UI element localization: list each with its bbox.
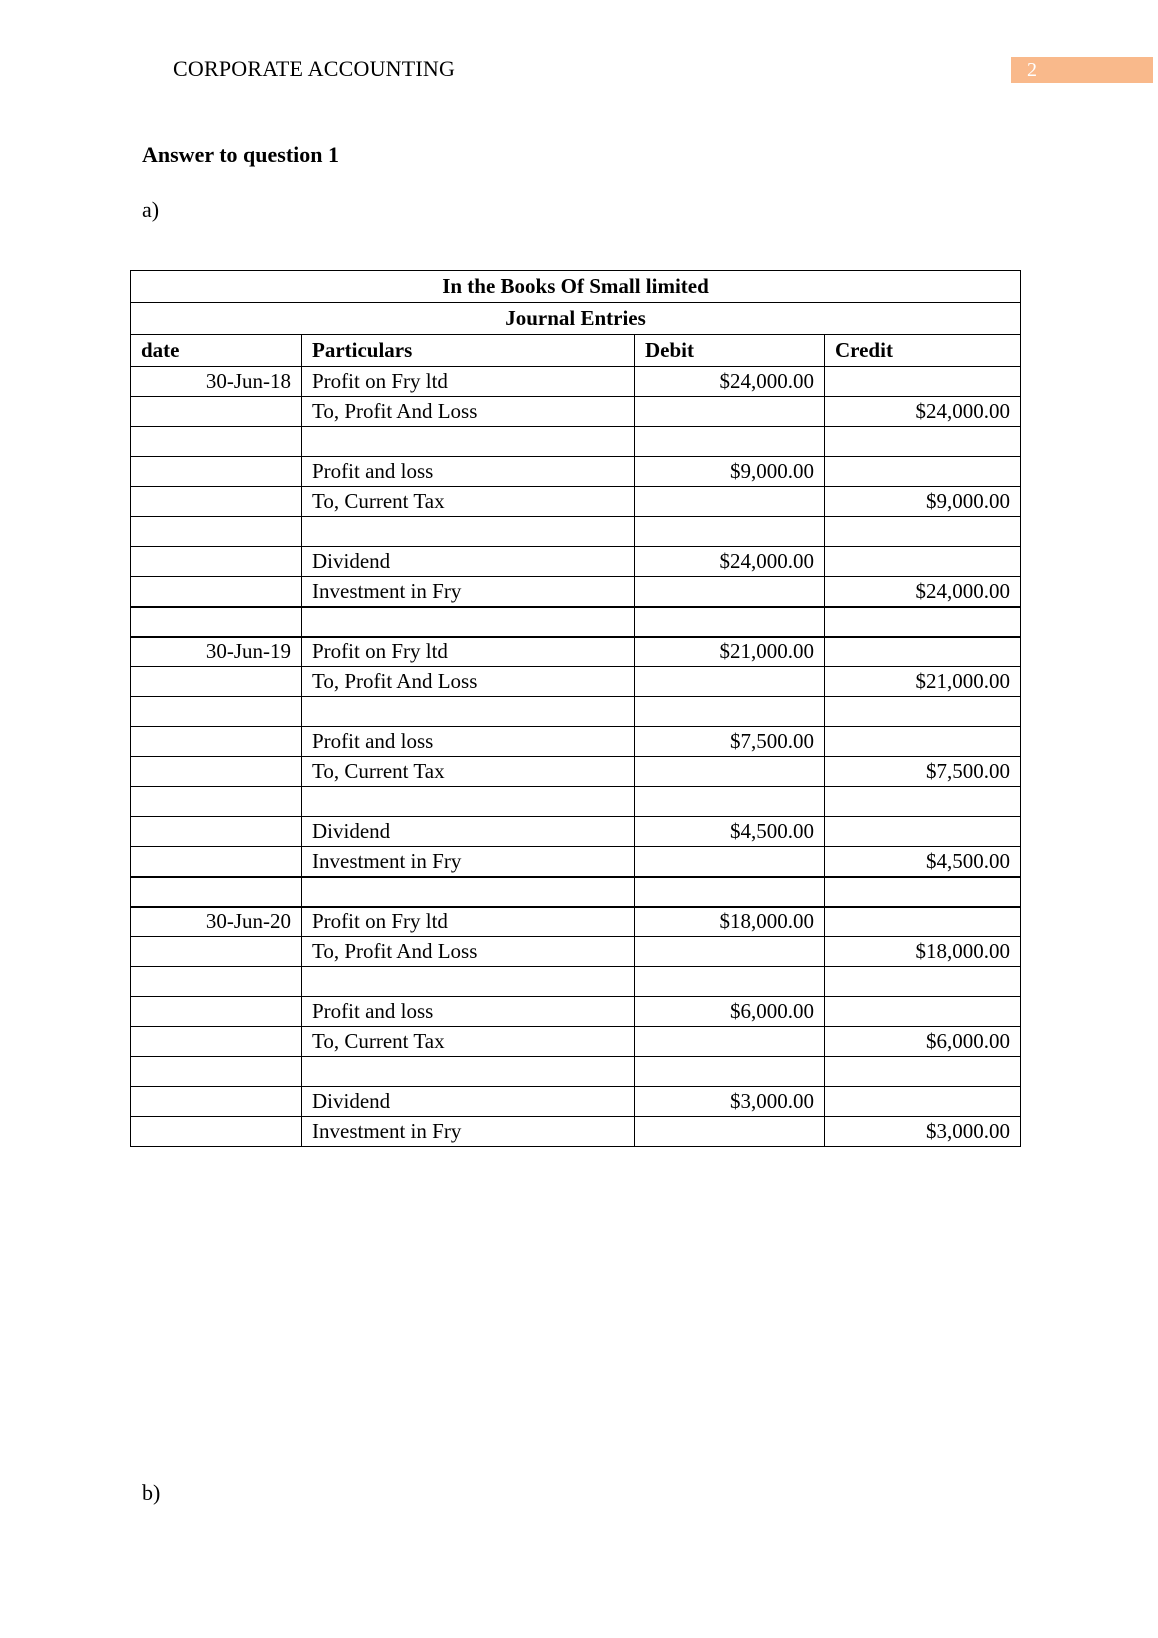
particulars-cell xyxy=(302,607,635,637)
date-cell xyxy=(131,517,302,547)
debit-cell xyxy=(635,1117,825,1147)
debit-cell xyxy=(635,427,825,457)
credit-cell xyxy=(825,1057,1021,1087)
column-header-particulars: Particulars xyxy=(302,335,635,367)
particulars-cell: Investment in Fry xyxy=(302,577,635,607)
date-cell xyxy=(131,457,302,487)
debit-cell xyxy=(635,577,825,607)
table-row xyxy=(131,1087,1021,1117)
table-row xyxy=(131,577,1021,607)
column-header-date: date xyxy=(131,335,302,367)
particulars-cell xyxy=(302,967,635,997)
page-number-badge: 2 xyxy=(1011,57,1153,83)
journal-body xyxy=(131,367,1021,1147)
table-row xyxy=(131,1027,1021,1057)
date-cell xyxy=(131,1087,302,1117)
document-header-title: CORPORATE ACCOUNTING xyxy=(173,56,456,81)
particulars-cell: To, Profit And Loss xyxy=(302,397,635,427)
date-cell xyxy=(131,697,302,727)
debit-cell xyxy=(635,667,825,697)
particulars-cell: To, Current Tax xyxy=(302,487,635,517)
date-cell xyxy=(131,757,302,787)
debit-cell xyxy=(635,877,825,907)
date-cell: 30-Jun-18 xyxy=(131,367,302,397)
table-row xyxy=(131,727,1021,757)
credit-cell xyxy=(825,877,1021,907)
date-cell xyxy=(131,1027,302,1057)
column-header-debit: Debit xyxy=(635,335,825,367)
table-row xyxy=(131,757,1021,787)
particulars-cell xyxy=(302,877,635,907)
table-row xyxy=(131,967,1021,997)
debit-cell: $7,500.00 xyxy=(635,727,825,757)
credit-cell xyxy=(825,607,1021,637)
credit-cell: $24,000.00 xyxy=(825,577,1021,607)
debit-cell xyxy=(635,1057,825,1087)
debit-cell xyxy=(635,697,825,727)
table-row xyxy=(131,667,1021,697)
particulars-cell: Investment in Fry xyxy=(302,847,635,877)
particulars-cell: Dividend xyxy=(302,817,635,847)
table-row xyxy=(131,697,1021,727)
table-row xyxy=(131,607,1021,637)
date-cell xyxy=(131,547,302,577)
debit-cell xyxy=(635,1027,825,1057)
credit-cell xyxy=(825,517,1021,547)
debit-cell: $6,000.00 xyxy=(635,997,825,1027)
table-row xyxy=(131,517,1021,547)
date-cell xyxy=(131,877,302,907)
credit-cell xyxy=(825,967,1021,997)
debit-cell: $21,000.00 xyxy=(635,637,825,667)
date-cell xyxy=(131,607,302,637)
credit-cell xyxy=(825,427,1021,457)
table-row xyxy=(131,937,1021,967)
debit-cell: $4,500.00 xyxy=(635,817,825,847)
debit-cell xyxy=(635,607,825,637)
credit-cell xyxy=(825,367,1021,397)
table-row xyxy=(131,847,1021,877)
date-cell xyxy=(131,397,302,427)
table-title: In the Books Of Small limited xyxy=(131,271,1021,303)
particulars-cell: Profit on Fry ltd xyxy=(302,907,635,937)
debit-cell: $24,000.00 xyxy=(635,367,825,397)
date-cell xyxy=(131,1117,302,1147)
debit-cell xyxy=(635,757,825,787)
date-cell xyxy=(131,1057,302,1087)
table-row xyxy=(131,1057,1021,1087)
table-row xyxy=(131,547,1021,577)
particulars-cell: To, Profit And Loss xyxy=(302,667,635,697)
date-cell xyxy=(131,997,302,1027)
credit-cell: $9,000.00 xyxy=(825,487,1021,517)
date-cell: 30-Jun-19 xyxy=(131,637,302,667)
credit-cell xyxy=(825,547,1021,577)
date-cell xyxy=(131,817,302,847)
credit-cell: $4,500.00 xyxy=(825,847,1021,877)
particulars-cell: Profit on Fry ltd xyxy=(302,637,635,667)
date-cell xyxy=(131,577,302,607)
particulars-cell: Profit and loss xyxy=(302,457,635,487)
table-row xyxy=(131,367,1021,397)
date-cell: 30-Jun-20 xyxy=(131,907,302,937)
credit-cell xyxy=(825,457,1021,487)
table-row xyxy=(131,427,1021,457)
table-row xyxy=(131,877,1021,907)
particulars-cell: To, Profit And Loss xyxy=(302,937,635,967)
credit-cell xyxy=(825,787,1021,817)
debit-cell xyxy=(635,517,825,547)
table-row xyxy=(131,907,1021,937)
table-row xyxy=(131,1117,1021,1147)
debit-cell: $9,000.00 xyxy=(635,457,825,487)
particulars-cell xyxy=(302,697,635,727)
debit-cell: $18,000.00 xyxy=(635,907,825,937)
credit-cell: $24,000.00 xyxy=(825,397,1021,427)
table-row xyxy=(131,397,1021,427)
date-cell xyxy=(131,967,302,997)
table-row xyxy=(131,637,1021,667)
particulars-cell: Profit and loss xyxy=(302,727,635,757)
particulars-cell: Dividend xyxy=(302,547,635,577)
credit-cell xyxy=(825,637,1021,667)
credit-cell xyxy=(825,1087,1021,1117)
particulars-cell: Dividend xyxy=(302,1087,635,1117)
part-b-label: b) xyxy=(142,1480,161,1505)
debit-cell: $3,000.00 xyxy=(635,1087,825,1117)
particulars-cell: Investment in Fry xyxy=(302,1117,635,1147)
credit-cell: $3,000.00 xyxy=(825,1117,1021,1147)
particulars-cell xyxy=(302,787,635,817)
table-row xyxy=(131,817,1021,847)
column-header-credit: Credit xyxy=(825,335,1021,367)
debit-cell xyxy=(635,967,825,997)
particulars-cell xyxy=(302,517,635,547)
particulars-cell: Profit on Fry ltd xyxy=(302,367,635,397)
journal-entries-table xyxy=(130,270,1021,1147)
table-row xyxy=(131,487,1021,517)
particulars-cell: To, Current Tax xyxy=(302,757,635,787)
debit-cell xyxy=(635,937,825,967)
particulars-cell: To, Current Tax xyxy=(302,1027,635,1057)
date-cell xyxy=(131,667,302,697)
debit-cell xyxy=(635,847,825,877)
particulars-cell xyxy=(302,1057,635,1087)
credit-cell xyxy=(825,817,1021,847)
credit-cell: $21,000.00 xyxy=(825,667,1021,697)
credit-cell: $7,500.00 xyxy=(825,757,1021,787)
particulars-cell xyxy=(302,427,635,457)
debit-cell: $24,000.00 xyxy=(635,547,825,577)
credit-cell xyxy=(825,907,1021,937)
part-a-label: a) xyxy=(142,197,160,222)
date-cell xyxy=(131,937,302,967)
credit-cell xyxy=(825,697,1021,727)
debit-cell xyxy=(635,487,825,517)
table-row xyxy=(131,997,1021,1027)
table-subtitle: Journal Entries xyxy=(131,303,1021,335)
particulars-cell: Profit and loss xyxy=(302,997,635,1027)
date-cell xyxy=(131,427,302,457)
debit-cell xyxy=(635,397,825,427)
date-cell xyxy=(131,787,302,817)
credit-cell: $18,000.00 xyxy=(825,937,1021,967)
credit-cell: $6,000.00 xyxy=(825,1027,1021,1057)
credit-cell xyxy=(825,997,1021,1027)
debit-cell xyxy=(635,787,825,817)
table-row xyxy=(131,457,1021,487)
table-row xyxy=(131,787,1021,817)
answer-heading: Answer to question 1 xyxy=(142,142,340,167)
date-cell xyxy=(131,847,302,877)
date-cell xyxy=(131,487,302,517)
credit-cell xyxy=(825,727,1021,757)
date-cell xyxy=(131,727,302,757)
